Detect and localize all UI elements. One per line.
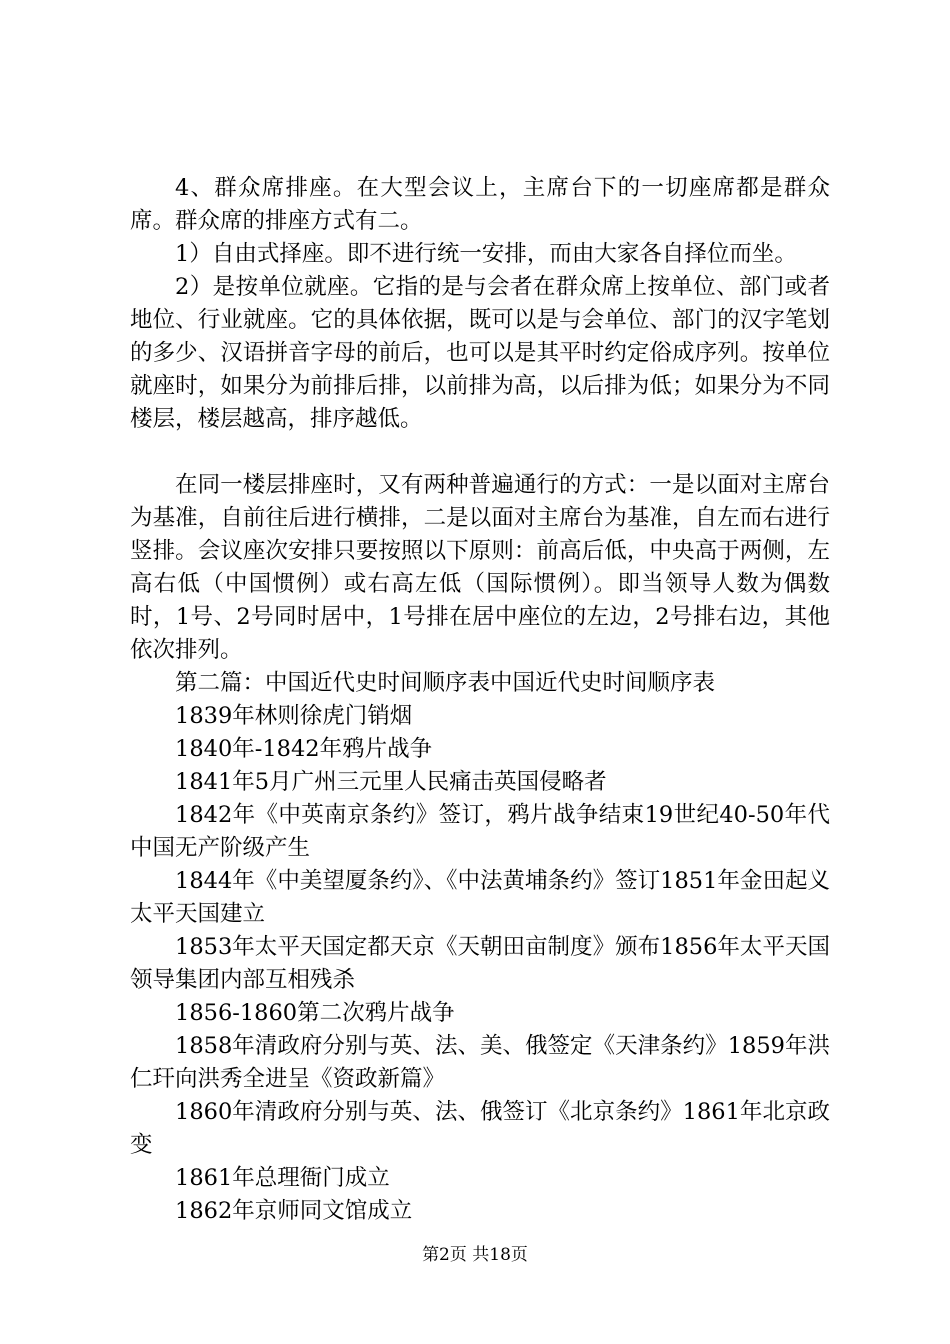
timeline-item: 1858年清政府分别与英、法、美、俄签定《天津条约》1859年洪仁玕向洪秀全进呈《资政新篇》 [130,1033,830,1092]
timeline-item: 1861年总理衙门成立 [175,1165,390,1191]
timeline-item: 1844年《中美望厦条约》、《中法黄埔条约》签订1851年金田起义太平天国建立 [130,868,830,927]
timeline-item: 1856-1860第二次鸦片战争 [175,1000,455,1026]
section-heading: 第二篇：中国近代史时间顺序表中国近代史时间顺序表 [175,670,716,696]
paragraph-unit-seating: 2）是按单位就座。它指的是与会者在群众席上按单位、部门或者地位、行业就座。它的具体依据，既可以是与会单位、部门的汉字笔划的多少、汉语拼音字母的前后，也可以是其平时约定俗成序列。按单位就座时，如果分为前排后排，以前排为高，以后排为低；如果分为不同楼层，楼层越高，排序越低。 [130,274,830,432]
paragraph-free-seating: 1）自由式择座。即不进行统一安排，而由大家各自择位而坐。 [175,241,797,267]
paragraph-seating-audience: 4、群众席排座。在大型会议上，主席台下的一切座席都是群众席。群众席的排座方式有二。 [130,175,830,234]
page-footer: 第2页 共18页 [422,1245,528,1265]
paragraph-same-floor: 在同一楼层排座时，又有两种普遍通行的方式：一是以面对主席台为基准，自前往后进行横排，二是以面对主席台为基准，自左而右进行竖排。会议座次安排只要按照以下原则：前高后低，中央高于两侧，左高右低（中国惯例）或右高左低（国际惯例）。即当领导人数为偶数时，1号、2号同时居中，1号排在居中座位的左边，2号排右边，其他依次排列。 [130,472,830,663]
timeline-item: 1860年清政府分别与英、法、俄签订《北京条约》1861年北京政变 [130,1099,830,1158]
timeline-item: 1853年太平天国定都天京《天朝田亩制度》颁布1856年太平天国领导集团内部互相残杀 [130,934,830,993]
timeline-item: 1839年林则徐虎门销烟 [175,703,413,729]
body-text [130,172,830,1228]
timeline-item: 1862年京师同文馆成立 [175,1198,413,1224]
timeline-item: 1840年-1842年鸦片战争 [175,736,433,762]
timeline-item: 1841年5月广州三元里人民痛击英国侵略者 [175,769,607,795]
timeline-item: 1842年《中英南京条约》签订，鸦片战争结束19世纪40-50年代中国无产阶级产生 [130,802,830,861]
